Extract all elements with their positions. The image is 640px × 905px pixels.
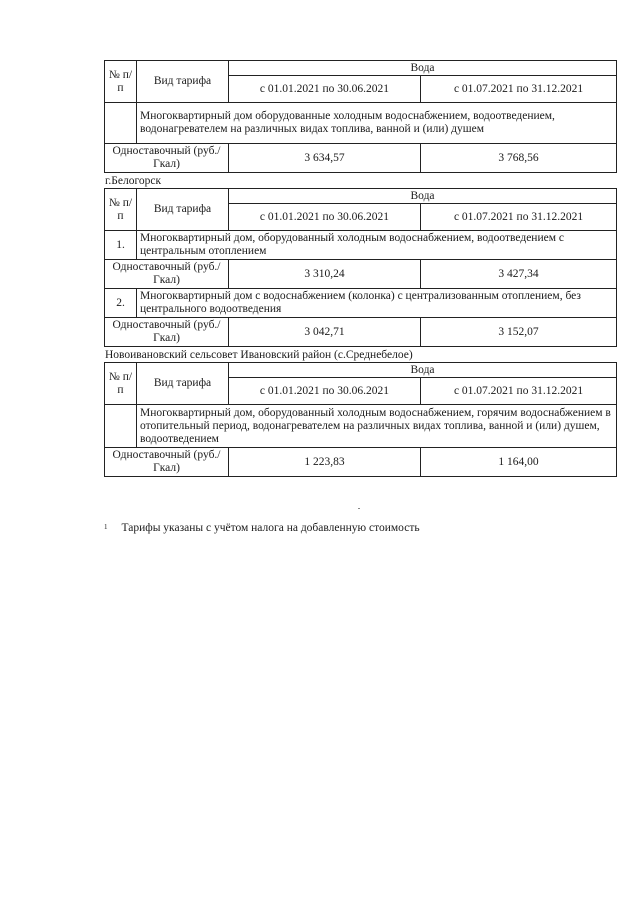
header-period-2: с 01.07.2021 по 31.12.2021 (421, 204, 617, 231)
header-num: № п/п (105, 189, 137, 231)
region-title: Новоивановский сельсовет Ивановский район (с.Среднебелое) (105, 349, 413, 361)
tariff-value-period-1: 3 634,57 (229, 144, 421, 173)
header-num: № п/п (105, 363, 137, 405)
tariff-value-period-2: 1 164,00 (421, 448, 617, 477)
header-period-2: с 01.07.2021 по 31.12.2021 (421, 378, 617, 405)
tariff-value-period-2: 3 427,34 (421, 260, 617, 289)
footnote-text: Тарифы указаны с учётом налога на добавленную стоимость (121, 522, 420, 534)
header-tariff-type: Вид тарифа (137, 363, 229, 405)
header-water: Вода (229, 189, 617, 204)
header-period-1: с 01.01.2021 по 30.06.2021 (229, 204, 421, 231)
tariff-value-period-2: 3 152,07 (421, 318, 617, 347)
header-tariff-type: Вид тарифа (137, 61, 229, 103)
header-num: № п/п (105, 61, 137, 103)
item-description: Многоквартирный дом с водоснабжением (колонка) с централизованным отоплением, без центрального водоотведения (137, 289, 617, 318)
tariff-value-period-1: 3 042,71 (229, 318, 421, 347)
footnote (104, 521, 420, 535)
header-water: Вода (229, 363, 617, 378)
tariff-table-3 (104, 362, 617, 477)
tariff-table-2 (104, 188, 617, 347)
header-water: Вода (229, 61, 617, 76)
item-number: 1. (105, 231, 137, 260)
tariff-label: Одноставочный (руб./Гкал) (105, 448, 229, 477)
region-title: г.Белогорск (105, 175, 162, 187)
footnote-marker: 1 (104, 523, 108, 531)
header-tariff-type: Вид тарифа (137, 189, 229, 231)
item-description: Многоквартирный дом, оборудованный холодным водоснабжением, водоотведением с центральным отоплением (137, 231, 617, 260)
header-period-1: с 01.01.2021 по 30.06.2021 (229, 76, 421, 103)
header-period-2: с 01.07.2021 по 31.12.2021 (421, 76, 617, 103)
tariff-table-1 (104, 60, 617, 173)
item-description: Многоквартирный дом оборудованные холодным водоснабжением, водоотведением, водонагревателем на различных видах топлива, ванной и (или) душем (137, 103, 617, 144)
tariff-value-period-1: 3 310,24 (229, 260, 421, 289)
tariff-label: Одноставочный (руб./Гкал) (105, 260, 229, 289)
item-number (105, 103, 137, 144)
stray-mark (358, 508, 360, 509)
tariff-label: Одноставочный (руб./Гкал) (105, 144, 229, 173)
header-period-1: с 01.01.2021 по 30.06.2021 (229, 378, 421, 405)
item-description: Многоквартирный дом, оборудованный холодным водоснабжением, горячим водоснабжением в отопительный период, водонагревателем на различных видах топлива, ванной и (или) душем, водоотведением (137, 405, 617, 448)
tariff-label: Одноставочный (руб./Гкал) (105, 318, 229, 347)
tariff-value-period-1: 1 223,83 (229, 448, 421, 477)
document-page (104, 60, 616, 477)
tariff-value-period-2: 3 768,56 (421, 144, 617, 173)
item-number: 2. (105, 289, 137, 318)
item-number (105, 405, 137, 448)
